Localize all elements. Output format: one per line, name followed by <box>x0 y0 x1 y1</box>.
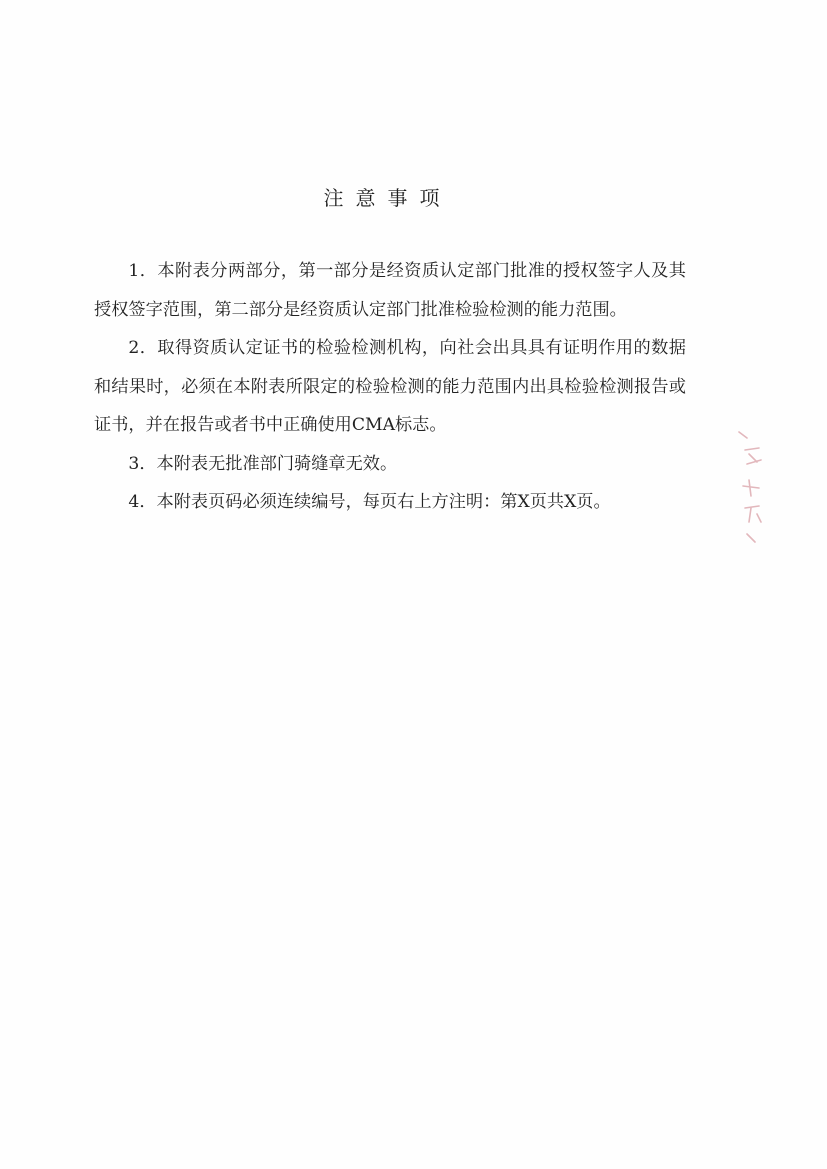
seam-stamp-fragment <box>735 424 765 544</box>
note-item-2: 2．取得资质认定证书的检验检测机构，向社会出具具有证明作用的数据和结果时，必须在本附表所限定的检验检测的能力范围内出具检验检测报告或证书，并在报告或者书中正确使用CMA标志。 <box>94 338 686 435</box>
page-title: 注意事项 <box>323 186 452 210</box>
note-item-4: 4．本附表页码必须连续编号，每页右上方注明：第X页共X页。 <box>128 492 611 512</box>
note-item-1: 1．本附表分两部分，第一部分是经资质认定部门批准的授权签字人及其授权签字范围，第二部分是经资质认定部门批准检验检测的能力范围。 <box>94 261 686 320</box>
notes-list <box>94 252 686 522</box>
note-item-3: 3．本附表无批准部门骑缝章无效。 <box>128 453 398 474</box>
